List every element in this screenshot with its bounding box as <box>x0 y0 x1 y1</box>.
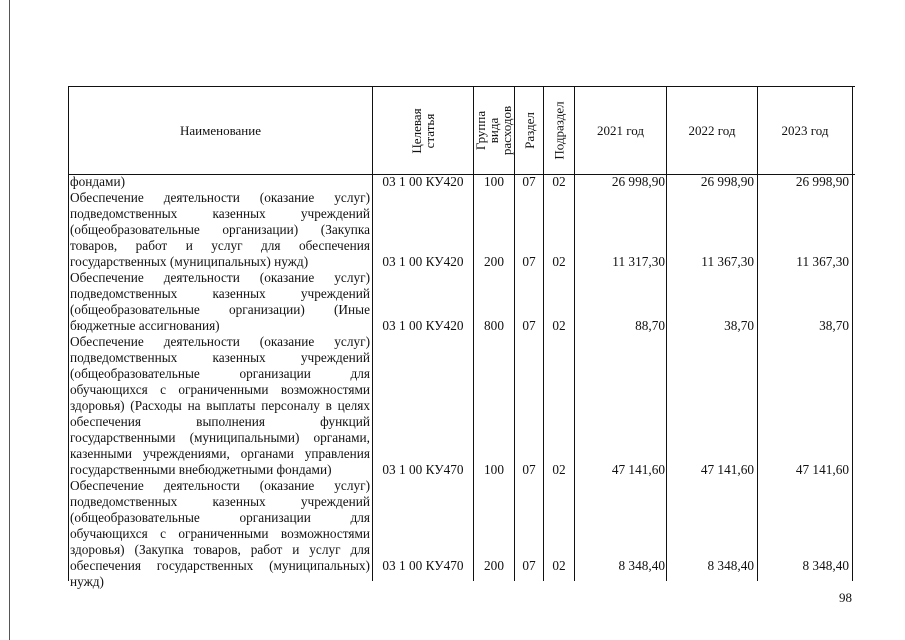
row-code: 03 1 00 КУ420 <box>382 174 464 189</box>
row-subsection: 02 <box>552 558 566 573</box>
row-code: 03 1 00 КУ420 <box>382 318 464 333</box>
page-edge-line <box>9 0 10 640</box>
page-number: 98 <box>839 590 852 605</box>
row-value-2022: 11 367,30 <box>701 254 754 269</box>
row-section: 07 <box>522 462 536 477</box>
header-name <box>69 87 372 174</box>
row-value-2023: 11 367,30 <box>796 254 849 269</box>
row-subsection: 02 <box>552 254 566 269</box>
header-year-2022-label: 2022 год <box>688 122 736 138</box>
row-value-2023: 8 348,40 <box>802 558 849 573</box>
row-subsection: 02 <box>552 174 566 189</box>
col-border <box>852 86 853 581</box>
header-target-article <box>373 87 473 174</box>
row-name: Обеспечение деятельности (оказание услуг) подведомственных казенных учреждений (общеобразовательные организации) (Иные бюджетные ассигнования) <box>70 270 370 333</box>
row-name: Обеспечение деятельности (оказание услуг) подведомственных казенных учреждений (общеобразовательные организации для обучающихся с ограниченными возможностями здоровья) (Закупка товаров, работ и услуг для обеспечения государственных (муниципальных) нужд) <box>70 478 370 589</box>
row-value-2021: 26 998,90 <box>611 174 665 189</box>
row-value-2021: 8 348,40 <box>618 558 665 573</box>
header-year-2023 <box>758 87 852 174</box>
header-year-2021 <box>575 87 666 174</box>
row-value-2023: 38,70 <box>819 318 849 333</box>
row-name: Обеспечение деятельности (оказание услуг) подведомственных казенных учреждений (общеобразовательные организации для обучающихся с ограниченными возможностями здоровья) (Расходы на выплаты персоналу в целях обеспечения выполнения функций государственными (муниципальными) органами, казенными учреждениями, органами управления государственными внебюджетными фондами) <box>70 334 370 477</box>
row-value-2022: 38,70 <box>724 318 754 333</box>
row-value-2023: 47 141,60 <box>795 462 849 477</box>
row-group: 200 <box>484 254 504 269</box>
row-section: 07 <box>522 174 536 189</box>
row-name: фондами) <box>70 174 126 189</box>
header-year-2023-label: 2023 год <box>781 122 829 138</box>
row-code: 03 1 00 КУ470 <box>382 558 464 573</box>
header-expense-group <box>474 87 514 174</box>
row-value-2022: 26 998,90 <box>700 174 754 189</box>
row-code: 03 1 00 КУ420 <box>382 254 464 269</box>
row-group: 200 <box>484 558 504 573</box>
row-group: 800 <box>484 318 504 333</box>
row-section: 07 <box>522 558 536 573</box>
header-year-2021-label: 2021 год <box>597 122 644 138</box>
header-subsection-label: Подраздел <box>551 101 567 160</box>
header-section-label: Раздел <box>521 112 537 149</box>
row-value-2022: 47 141,60 <box>700 462 754 477</box>
header-year-2022 <box>667 87 757 174</box>
row-value-2023: 26 998,90 <box>795 174 849 189</box>
row-subsection: 02 <box>552 462 566 477</box>
row-code: 03 1 00 КУ470 <box>382 462 464 477</box>
name-column <box>70 174 370 590</box>
row-value-2022: 8 348,40 <box>707 558 754 573</box>
row-value-2021: 88,70 <box>635 318 665 333</box>
header-name-label: Наименование <box>180 122 261 138</box>
row-section: 07 <box>522 318 536 333</box>
row-value-2021: 47 141,60 <box>611 462 665 477</box>
header-target-article-label: Целевая статья <box>409 107 437 154</box>
row-group: 100 <box>484 174 504 189</box>
header-expense-group-label: Группа вида расходов <box>473 105 515 156</box>
row-section: 07 <box>522 254 536 269</box>
row-group: 100 <box>484 462 504 477</box>
row-subsection: 02 <box>552 318 566 333</box>
row-name: Обеспечение деятельности (оказание услуг) подведомственных казенных учреждений (общеобразовательные организации) (Закупка товаров, работ и услуг для обеспечения государственных (муниципальных) нужд) <box>70 190 370 269</box>
header-subsection <box>544 87 574 174</box>
header-section <box>515 87 543 174</box>
row-value-2021: 11 317,30 <box>612 254 665 269</box>
budget-table <box>68 86 855 589</box>
